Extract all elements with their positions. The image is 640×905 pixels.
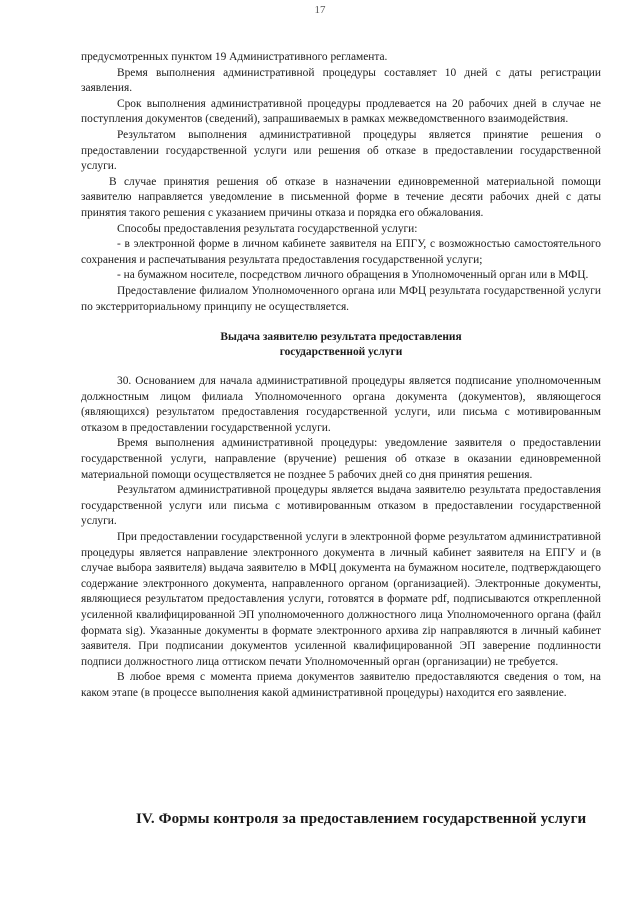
heading-line-1: Выдача заявителю результата предоставления [220, 331, 462, 344]
paragraph: Срок выполнения административной процедуры продлевается на 20 рабочих дней в случае не поступления документов (сведений), запрашиваемых в рамках межведомственного взаимодействия. [81, 97, 601, 126]
paragraph: Результатом административной процедуры является выдача заявителю результата предоставления государственной услуги или письма с мотивированным отказом в предоставлении государственной услуги. [81, 484, 601, 528]
top-paragraphs [81, 50, 601, 315]
paragraph: Результатом выполнения административной процедуры является принятие решения о предоставлении государственной услуги или решения об отказе в предоставлении государственной услуги. [81, 128, 601, 173]
heading-line-2: государственной услуги [279, 346, 403, 359]
paragraph: Время выполнения административной процедуры: уведомление заявителя о предоставлении государственной услуги, направление (вручение) решения об отказе в оказании единовременной материальной помощи осуществляется не позднее 5 рабочих дней со дня принятия решения. [81, 437, 601, 481]
paragraph: 30. Основанием для начала административной процедуры является подписание уполномоченным должностным лицом филиала Уполномоченного органа документа (документов), являющегося (являющихся) результатом предоставления государственной услуги, или письма с мотивированным отказом в предоставлении государственной услуги. [81, 375, 601, 434]
paragraph: Время выполнения административной процедуры составляет 10 дней с даты регистрации заявления. [81, 66, 601, 95]
document-body [81, 50, 601, 702]
paragraph: предусмотренных пунктом 19 Административного регламента. [81, 51, 388, 63]
list-item: - на бумажном носителе, посредством личного обращения в Уполномоченный орган или в МФЦ. [117, 269, 589, 282]
paragraph: В случае принятия решения об отказе в назначении единовременной материальной помощи заявителю направляется уведомление в письменной форме в течение десяти рабочих дней с даты принятия такого решения с указанием причины отказа и порядка его обжалования. [81, 175, 601, 219]
page-number: 17 [314, 4, 326, 16]
paragraph: Способы предоставления результата государственной услуги: [117, 222, 418, 235]
paragraph: При предоставлении государственной услуги в электронной форме результатом административной процедуры является направление электронного документа в личный кабинет заявителя на ЕПГУ и (в случае выбора заявителя) выдача заявителю в МФЦ документа на бумажном носителе, подтверждающего содержание электронного документа, направленного органом (организацией). Электронные документы, являющиеся результатом предоставления услуги, готовятся в формате pdf, подписываются открепленной усиленной квалифицированной ЭП уполномоченного должностного лица Уполномоченного органа (файл формата sig). Указанные документы в формате электронного архива zip направляются в личный кабинет заявителя. При подписании документов усиленной квалифицированной ЭП заверение подлинности подписи должностного лица оттиском печати Уполномоченный орган (организации) не требуется. [81, 531, 601, 668]
bottom-paragraphs [81, 374, 601, 701]
paragraph: В любое время с момента приема документов заявителю предоставляются сведения о том, на каком этапе (в процессе выполнения какой административной процедуры) находится его заявление. [81, 671, 601, 699]
list-item: - в электронной форме в личном кабинете заявителя на ЕПГУ, с возможностью самостоятельного сохранения и распечатывания результата предоставления государственной услуги; [81, 238, 601, 266]
paragraph: Предоставление филиалом Уполномоченного органа или МФЦ результата государственной услуги по экстерриториальному принципу не осуществляется. [81, 284, 601, 313]
section-title: IV. Формы контроля за предоставлением государственной услуги [136, 811, 587, 827]
subsection-heading [81, 330, 601, 360]
